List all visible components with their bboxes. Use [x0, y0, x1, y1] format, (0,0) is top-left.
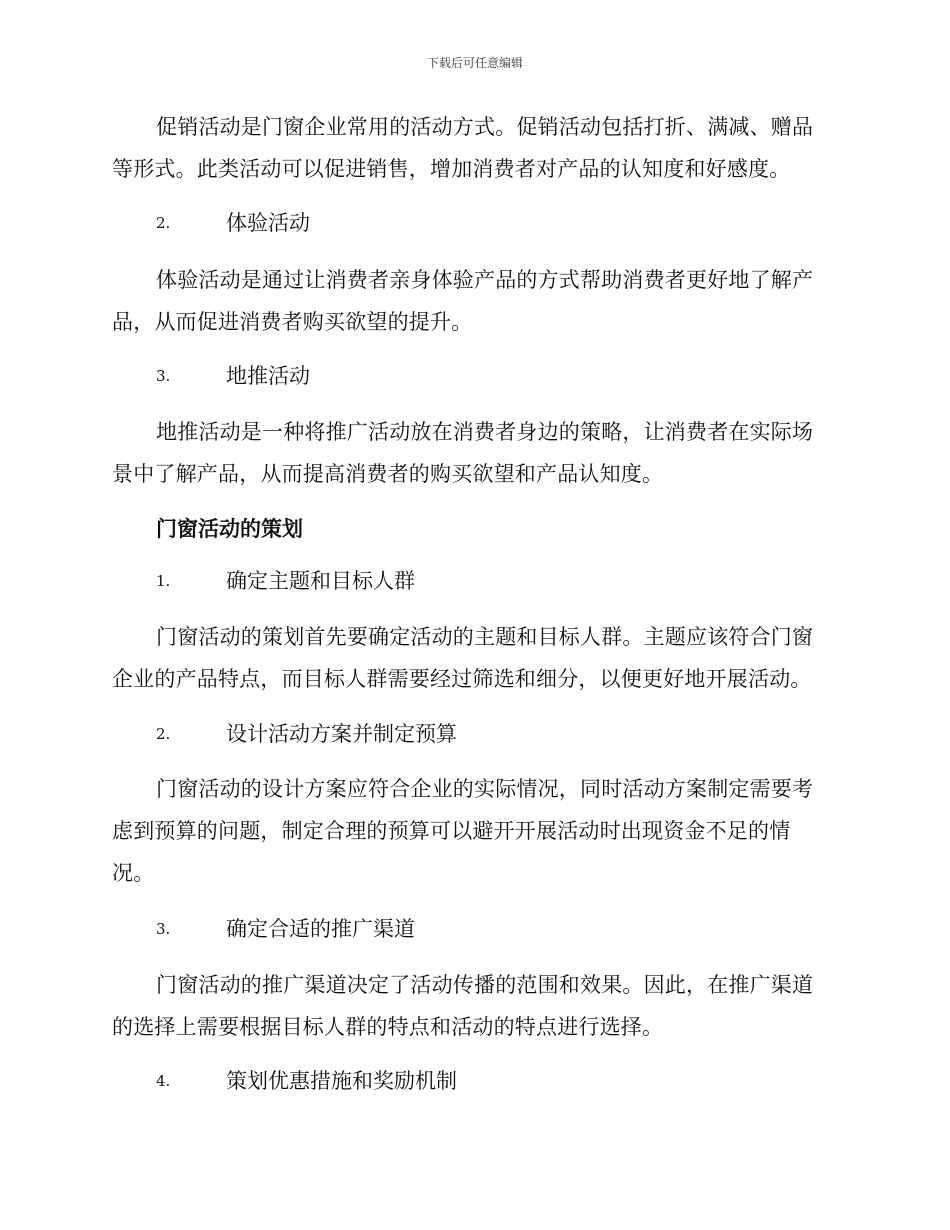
list-item-incentives — [112, 1068, 832, 1094]
list-item-label: 地推活动 — [226, 364, 310, 388]
paragraph-text: 门窗活动的策划首先要确定活动的主题和目标人群。主题应该符合门窗企业的产品特点，而目标人群需要经过筛选和细分，以便更好地开展活动。 — [112, 625, 814, 691]
list-number: 4. — [156, 1072, 171, 1090]
page-header: 下载后可任意编辑 — [426, 56, 523, 70]
list-item-label: 确定主题和目标人群 — [226, 569, 415, 593]
list-number: 1. — [156, 572, 171, 590]
paragraph-text: 体验活动是通过让消费者亲身体验产品的方式帮助消费者更好地了解产品，从而促进消费者购买欲望的提升。 — [112, 268, 814, 334]
paragraph-text: 门窗活动的设计方案应符合企业的实际情况，同时活动方案制定需要考虑到预算的问题，制定合理的预算可以避开开展活动时出现资金不足的情况。 — [112, 777, 814, 885]
list-item-label: 体验活动 — [226, 211, 310, 235]
paragraph-text: 门窗活动的推广渠道决定了活动传播的范围和效果。因此，在推广渠道的选择上需要根据目标人群的特点和活动的特点进行选择。 — [112, 973, 814, 1039]
paragraph-text: 促销活动是门窗企业常用的活动方式。促销活动包括打折、满减、赠品等形式。此类活动可以促进销售，增加消费者对产品的认知度和好感度。 — [112, 115, 814, 181]
paragraph-promotion — [112, 106, 832, 190]
list-item-channels — [112, 916, 832, 942]
paragraph-ground-push — [112, 411, 832, 495]
list-item-experience — [112, 210, 832, 236]
list-item-label: 策划优惠措施和奖励机制 — [226, 1069, 457, 1093]
paragraph-text: 地推活动是一种将推广活动放在消费者身边的策略，让消费者在实际场景中了解产品，从而提高消费者的购买欲望和产品认知度。 — [112, 420, 814, 486]
paragraph-theme — [112, 616, 832, 700]
list-item-theme — [112, 568, 832, 594]
list-number: 2. — [156, 214, 171, 232]
list-item-budget — [112, 721, 832, 747]
list-item-label: 确定合适的推广渠道 — [226, 917, 415, 941]
section-heading: 门窗活动的策划 — [156, 516, 303, 541]
paragraph-channels — [112, 964, 832, 1048]
paragraph-budget — [112, 768, 832, 894]
list-item-ground-push — [112, 363, 832, 389]
list-number: 3. — [156, 920, 171, 938]
list-number: 2. — [156, 725, 171, 743]
list-number: 3. — [156, 367, 171, 385]
paragraph-experience — [112, 259, 832, 343]
list-item-label: 设计活动方案并制定预算 — [226, 722, 457, 746]
